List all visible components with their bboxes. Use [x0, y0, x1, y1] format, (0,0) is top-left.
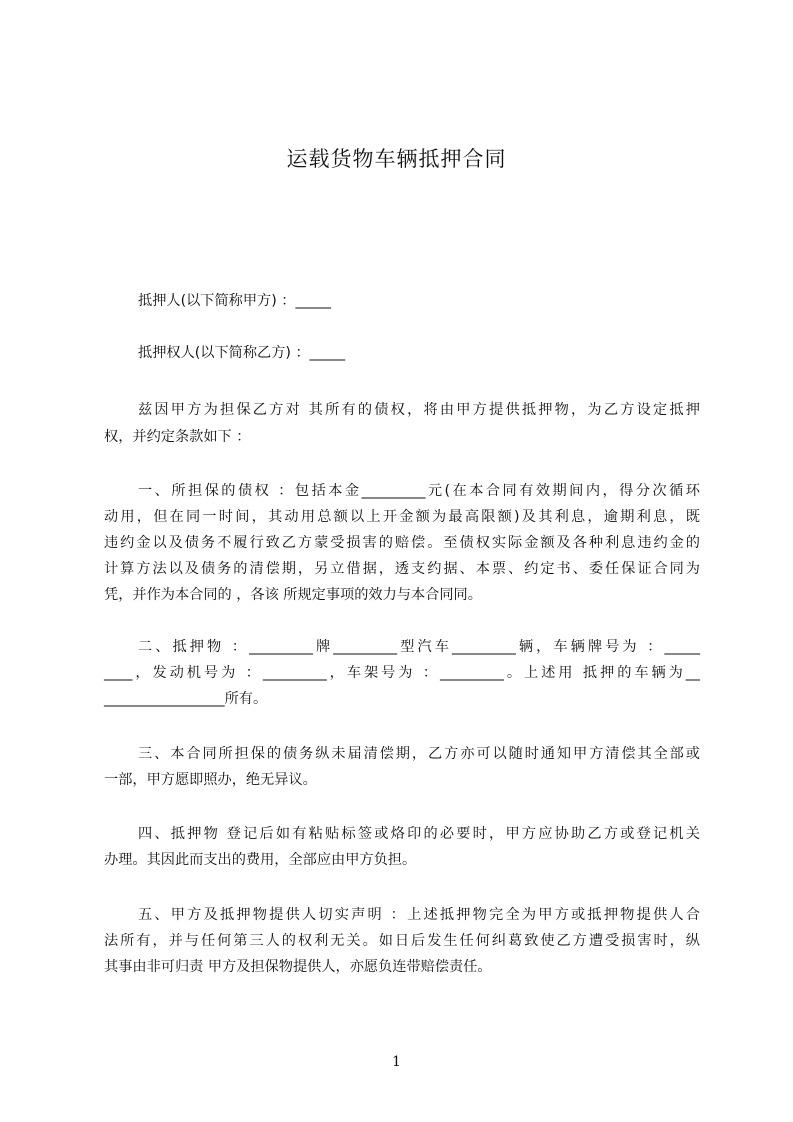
clause-1-line-4: 计算方法以及债务的清偿期，另立借据，透支约据、本票、约定书、委任保证合同为: [104, 561, 700, 577]
clause-5-line-3: 其事由非可归责 甲方及担保物提供人，亦愿负连带赔偿责任。: [104, 959, 492, 975]
clause-3-line-1: 三、本合同所担保的债务纵未届清偿期，乙方亦可以随时通知甲方清偿其全部或: [138, 746, 700, 762]
clause-1-line-1: 一、所担保的债权 ：包括本金_________元(在本合同有效期间内，得分次循环: [138, 483, 700, 499]
clause-2-line-3: _________________所有。: [104, 691, 268, 707]
document-title: 运载货物车辆抵押合同: [286, 147, 507, 171]
clause-3-line-2: 一部，甲方愿即照办，绝无异议。: [104, 772, 317, 788]
clause-4-line-2: 办理。其因此而支出的费用，全部应由甲方负担。: [104, 852, 417, 868]
preamble-line-1: 兹因甲方为担保乙方对 其所有的债权，将由甲方提供抵押物，为乙方设定抵押: [138, 402, 700, 418]
clause-1-line-3: 违约金以及债务不履行致乙方蒙受损害的赔偿。至债权实际金额及各种利息违约金的: [104, 535, 700, 551]
clause-1-line-2: 动用，但在同一时间，其动用总额以上开金额为最高限额)及其利息，逾期利息，既: [104, 509, 700, 525]
clause-4-line-1: 四、抵押物 登记后如有粘贴标签或烙印的必要时，甲方应协助乙方或登记机关: [138, 826, 700, 842]
party-a-line: 抵押人(以下简称甲方) ：_____: [138, 293, 331, 309]
party-b-line: 抵押权人(以下简称乙方) ：_____: [138, 345, 346, 361]
clause-5-line-1: 五、甲方及抵押物提供人切实声明 ：上述抵押物完全为甲方或抵押物提供人合: [138, 907, 700, 923]
clause-5-line-2: 法所有，并与任何第三人的权利无关。如日后发生任何纠葛致使乙方遭受损害时，纵: [104, 933, 700, 949]
page-number: 1: [392, 1054, 401, 1070]
clause-2-line-1: 二、抵押物 ：_________牌_________型汽车_________辆，车辆牌号为 ：_____: [138, 639, 700, 655]
clause-1-line-5: 凭，并作为本合同的 ，各该 所规定事项的效力与本合同同。: [104, 587, 482, 603]
clause-2-line-2: ____，发动机号为 ：_________，车架号为 ：_________。上述用 抵押的车辆为__: [104, 665, 700, 681]
preamble-line-2: 权，并约定条款如下 ：: [104, 429, 251, 445]
